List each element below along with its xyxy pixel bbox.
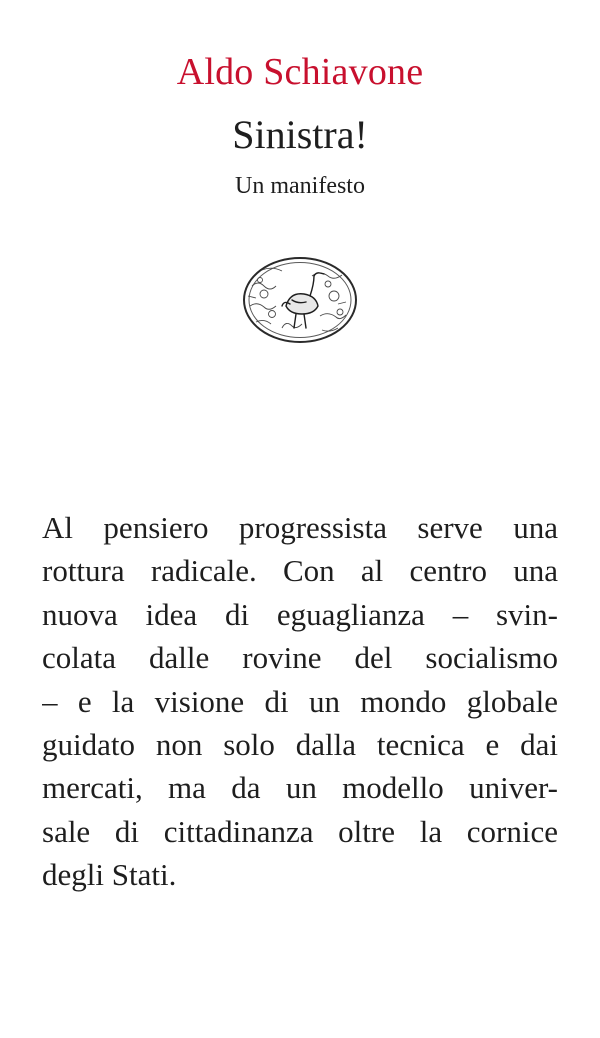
blurb-line: sale di cittadinanza oltre la cornice bbox=[42, 813, 558, 849]
blurb-line: degli Stati. bbox=[42, 857, 177, 893]
blurb-line: nuova idea di eguaglianza – svin- bbox=[42, 596, 558, 632]
blurb-text bbox=[42, 506, 558, 897]
ostrich-emblem-icon bbox=[242, 256, 358, 344]
author-name: Aldo Schiavone bbox=[176, 51, 424, 93]
book-title: Sinistra! bbox=[232, 112, 368, 157]
blurb-line: mercati, ma da un modello univer- bbox=[42, 770, 558, 806]
book-subtitle: Un manifesto bbox=[235, 173, 365, 199]
blurb-line: – e la visione di un mondo globale bbox=[42, 683, 558, 719]
blurb-line: rottura radicale. Con al centro una bbox=[42, 553, 558, 589]
blurb-line: colata dalle rovine del socialismo bbox=[42, 640, 558, 676]
blurb-line: Al pensiero progressista serve una bbox=[42, 510, 558, 545]
blurb-line: guidato non solo dalla tecnica e dai bbox=[42, 726, 558, 762]
